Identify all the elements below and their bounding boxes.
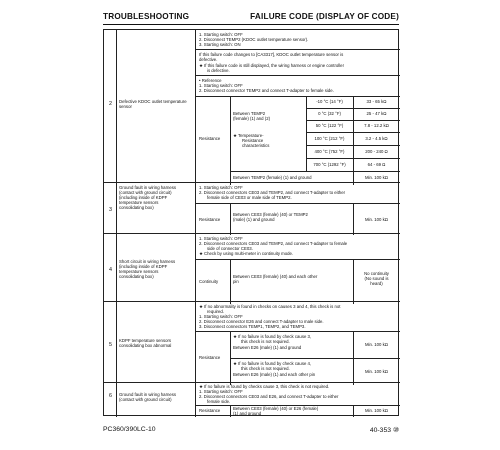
page-number: 40-353 ⑩ xyxy=(369,427,399,434)
between-label: (female) (1) and (2) xyxy=(233,116,271,121)
resistance-value: 33 - 65 kΩ xyxy=(366,99,387,104)
star-note: is defective. xyxy=(207,68,230,73)
step-text: 1. Starting switch: OFF xyxy=(199,389,243,394)
cause-description: Ground fault in wiring harness xyxy=(119,185,177,190)
step-text: side of connector CE03. xyxy=(207,246,253,251)
temperature-cell: 0 °C (32 °F) xyxy=(318,111,341,116)
cause-description: Defective KDOC outlet temperature sensor xyxy=(119,99,187,110)
step-text: 1. Starting switch: OFF xyxy=(199,314,243,319)
between-label: Between CE03 (female) (40) or E26 (female) xyxy=(233,406,319,411)
between-label: Between E26 (male) (1) and each other pin xyxy=(233,372,316,377)
resistance-value: Min. 100 kΩ xyxy=(364,175,389,180)
star-note: required. xyxy=(207,309,224,314)
step-text: female side of CE03 or male side of TEMP2. xyxy=(207,195,292,200)
step-text: 1. Starting switch: OFF xyxy=(199,185,243,190)
remedy-cell xyxy=(196,383,400,417)
measurement-label: Resistance xyxy=(199,408,221,413)
cause-number: 6 xyxy=(109,393,112,399)
troubleshooting-table xyxy=(103,29,399,416)
step-text: 2. Disconnect connectors CE03 and TEMP2, and connect T-adapter to female xyxy=(199,241,348,246)
cause-description: temperature sensors xyxy=(119,200,159,205)
continuity-value: heard) xyxy=(370,281,383,286)
reference-label: • Reference xyxy=(199,78,222,83)
star-note: this check is not required. xyxy=(241,339,290,344)
temperature-cell: 400 °C (752 °F) xyxy=(314,149,345,154)
cause-row-2 xyxy=(104,30,400,183)
column-rule xyxy=(230,405,231,417)
step-text: 2. Disconnect TEMP2 (KDOC outlet temperature sensor). xyxy=(199,37,309,42)
step-text: 3. Disconnect connectors TEMP1, TEMP2, and TEMP3. xyxy=(199,324,306,329)
cause-description: consolidating box) xyxy=(119,274,154,279)
between-label: Between CE03 (female) (40) or TEMP2 xyxy=(233,212,308,217)
cause-row-3 xyxy=(104,183,400,234)
measurement-label: Resistance xyxy=(199,217,221,222)
measurement-label: Continuity xyxy=(199,279,219,284)
step-text: 1. Starting switch: OFF xyxy=(199,83,243,88)
cause-description: KDPF temperature sensors xyxy=(119,338,172,343)
resistance-value: 25 - 47 kΩ xyxy=(366,111,387,116)
temperature-cell: -10 °C (14 °F) xyxy=(316,99,343,104)
star-note: ★ Check by using multi-meter in continuity mode. xyxy=(199,251,294,256)
cause-number: 4 xyxy=(109,267,112,273)
step-text: 2. Disconnect connectors CE03 and TEMP2, and connect T-adapter to either xyxy=(199,190,346,195)
cause-description: (contact with ground circuit) xyxy=(119,190,172,195)
step-text: 1. Starting switch: OFF xyxy=(199,32,243,37)
resistance-value: Min. 100 kΩ xyxy=(364,217,389,222)
resistance-value: 64 - 69 Ω xyxy=(367,162,386,167)
step-text: 3. Starting switch: ON xyxy=(199,42,241,47)
cause-description: (including inside of KDPF xyxy=(119,195,168,200)
model-number: PC360/390LC-10 xyxy=(103,426,156,433)
resistance-value: Min. 100 kΩ xyxy=(364,369,389,374)
cause-number: 2 xyxy=(109,101,112,107)
between-label: Between E26 (male) (1) and ground xyxy=(233,345,302,350)
between-label: Between TEMP2 xyxy=(233,111,266,116)
continuity-value: (No sound is xyxy=(364,276,389,281)
resistance-value: 200 - 240 Ω xyxy=(365,149,388,154)
between-label: Between TEMP2 (female) (1) and ground xyxy=(233,175,312,180)
cause-number: 5 xyxy=(109,342,112,348)
step-text: 1. Starting switch: OFF xyxy=(199,236,243,241)
star-note: this check is not required. xyxy=(241,366,290,371)
temp-characteristics-label: characteristics xyxy=(242,143,270,148)
cause-row-4 xyxy=(104,234,400,302)
cause-description: (contact with ground circuit) xyxy=(119,397,172,402)
section-title: TROUBLESHOOTING xyxy=(103,12,190,21)
temperature-cell: 700 °C (1292 °F) xyxy=(313,162,346,167)
star-note: ★ If no abnormality is found in checks on causes 3 and 4, this check is not xyxy=(199,304,341,309)
between-label: Between CE03 (female) (40) and each other xyxy=(233,274,318,279)
cause-number: 3 xyxy=(109,207,112,213)
star-note: ★ If this failure code is still displayed, the wiring harness or engine controller xyxy=(199,63,345,68)
cause-description: temperature sensors xyxy=(119,269,159,274)
step-text: 2. Disconnect connectors CE03 and E26, and connect T-adapter to either xyxy=(199,394,339,399)
cause-row-6 xyxy=(104,383,400,417)
cause-column xyxy=(117,383,196,417)
note-text: defective. xyxy=(199,57,218,62)
temperature-cell: 100 °C (212 °F) xyxy=(314,136,345,141)
cause-description: Short circuit in wiring harness xyxy=(119,259,176,264)
cause-description: (including inside of KDPF xyxy=(119,264,168,269)
step-text: 2. Disconnect connector E26 and connect T-adapter to male side. xyxy=(199,319,324,324)
resistance-value: Min. 100 kΩ xyxy=(364,342,389,347)
remedy-cell xyxy=(196,302,400,382)
revision-mark: ⑩ xyxy=(392,427,399,434)
step-text: 2. Disconnect connector TEMP2 and connect T-adapter to female side. xyxy=(199,88,334,93)
remedy-cell xyxy=(196,183,400,233)
chapter-title: FAILURE CODE (DISPLAY OF CODE) xyxy=(250,12,399,21)
resistance-value: 7.8 - 12.2 kΩ xyxy=(364,123,389,128)
temp-characteristics-label: Resistance xyxy=(242,138,264,143)
star-note: ★ If no failure is found by check cause 4, xyxy=(233,361,312,366)
remedy-cell xyxy=(196,234,400,301)
cause-description: consolidating box) xyxy=(119,205,154,210)
resistance-value: 3.2 - 4.5 kΩ xyxy=(365,136,388,141)
step-text: female side. xyxy=(207,399,231,404)
temperature-cell: 50 °C (122 °F) xyxy=(315,123,344,128)
header-rule xyxy=(103,24,399,25)
resistance-value: Min. 100 kΩ xyxy=(364,408,389,413)
temp-characteristics-label: ★ Temperature- xyxy=(233,133,264,138)
star-note: ★ If no failure is found by checks cause 3, this check is not required. xyxy=(199,384,330,389)
between-label: pin xyxy=(233,279,239,284)
cause-row-5 xyxy=(104,302,400,383)
between-label: (male) (1) and ground xyxy=(233,217,275,222)
cause-description: consolidating box abnormal xyxy=(119,343,172,348)
between-label: (1) and ground xyxy=(233,411,262,416)
remedy-cell xyxy=(196,30,400,182)
number-column xyxy=(104,383,117,417)
star-note: ★ If no failure is found by check cause 3, xyxy=(233,334,312,339)
note-text: If this failure code changes to [CA3317], KDOC outlet temperature sensor is xyxy=(199,52,344,57)
cause-description: Ground fault in wiring harness xyxy=(119,392,177,397)
continuity-value: No continuity xyxy=(364,271,389,276)
measurement-label: Resistance xyxy=(199,136,221,141)
measurement-label: Resistance xyxy=(199,355,221,360)
